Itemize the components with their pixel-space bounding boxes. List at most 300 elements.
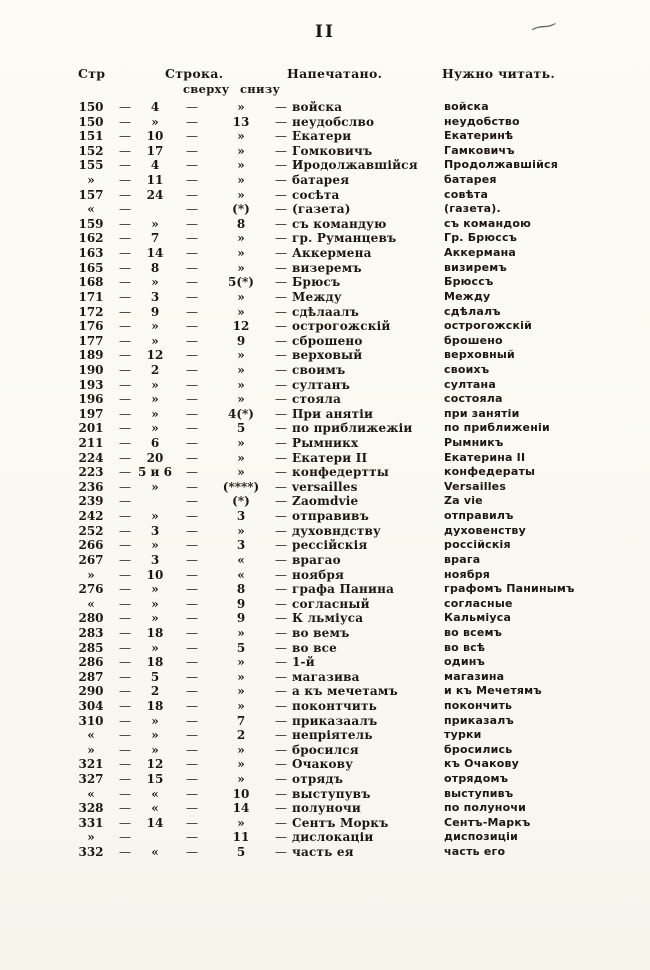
correct-text: согласные	[444, 596, 513, 610]
printed-text: сдѣлаалъ	[292, 304, 360, 319]
errata-row	[0, 115, 650, 130]
dash: —	[186, 246, 198, 261]
page-number: 163	[78, 246, 104, 261]
printed-text: Очакову	[292, 757, 354, 772]
errata-row	[0, 714, 650, 729]
correct-text: войска	[444, 100, 489, 113]
dash: —	[119, 698, 131, 713]
printed-text: сосѣта	[292, 187, 340, 202]
line-from-bottom: 5	[236, 845, 246, 860]
printed-text: гр. Руманцевъ	[292, 231, 397, 246]
line-from-top: 4	[150, 100, 160, 114]
line-from-top: 3	[150, 289, 160, 304]
correct-text: Гамковичъ	[444, 143, 515, 157]
dash: —	[186, 100, 198, 114]
dash: —	[119, 845, 131, 860]
dash: —	[119, 260, 131, 275]
errata-row	[0, 100, 650, 115]
dash: —	[119, 246, 131, 261]
dash: —	[275, 479, 287, 494]
correct-text: магазина	[444, 669, 505, 683]
dash: —	[186, 786, 198, 801]
page-number: 223	[78, 465, 104, 480]
page-number: 211	[78, 436, 104, 451]
dash: —	[186, 582, 198, 597]
correct-text: Между	[444, 289, 491, 303]
correct-text: брошено	[444, 333, 503, 347]
printed-text: врагао	[292, 552, 341, 567]
errata-row	[0, 319, 650, 334]
dash: —	[119, 640, 131, 655]
dash: —	[119, 494, 131, 509]
errata-row	[0, 670, 650, 685]
dash: —	[275, 552, 287, 567]
line-from-bottom: 10	[232, 786, 250, 801]
page-number: «	[87, 202, 95, 217]
page-number: 196	[78, 392, 104, 407]
line-from-top: «	[151, 845, 159, 860]
errata-row	[0, 787, 650, 802]
page-number: 168	[78, 275, 104, 290]
page-number: 176	[78, 319, 104, 334]
line-from-bottom: 9	[236, 611, 246, 626]
correct-text: во всемъ	[444, 625, 503, 639]
dash: —	[186, 377, 198, 392]
dash: —	[119, 742, 131, 757]
correct-text: турки	[444, 728, 482, 742]
page-number: «	[87, 728, 95, 743]
correct-text: врага	[444, 552, 481, 566]
correct-text: по полуночи	[444, 801, 526, 815]
dash: —	[275, 304, 287, 319]
dash: —	[186, 830, 198, 845]
dash: —	[119, 216, 131, 231]
dash: —	[275, 567, 287, 582]
dash: —	[119, 275, 131, 290]
errata-row	[0, 202, 650, 217]
line-from-bottom: 14	[232, 801, 250, 816]
line-from-bottom: »	[237, 100, 245, 114]
dash: —	[275, 260, 287, 275]
errata-row	[0, 524, 650, 539]
dash: —	[275, 231, 287, 246]
line-from-top: 12	[146, 348, 164, 363]
dash: —	[119, 669, 131, 684]
correct-text: острогожскій	[444, 319, 532, 333]
dash: —	[275, 494, 287, 509]
dash: —	[119, 202, 131, 217]
line-from-bottom: »	[237, 815, 245, 830]
column-header-line-from-bottom: снизу	[240, 82, 281, 96]
dash: —	[186, 523, 198, 538]
correct-text: отрядомъ	[444, 772, 509, 786]
dash: —	[119, 625, 131, 640]
dash: —	[275, 669, 287, 684]
correct-text: по приближеніи	[444, 421, 550, 435]
page-number: 267	[78, 552, 104, 567]
dash: —	[275, 406, 287, 421]
line-from-bottom: »	[237, 231, 245, 246]
dash: —	[275, 728, 287, 743]
dash: —	[119, 187, 131, 202]
page-number: 159	[78, 216, 104, 231]
line-from-top	[138, 830, 172, 845]
dash: —	[119, 757, 131, 772]
line-from-bottom: »	[237, 173, 245, 188]
dash: —	[275, 289, 287, 304]
correct-text: покончить	[444, 698, 513, 712]
dash: —	[119, 465, 131, 480]
correct-text: (газета).	[444, 202, 501, 216]
line-from-top: 3	[150, 523, 160, 538]
line-from-bottom: »	[237, 757, 245, 772]
errata-row	[0, 290, 650, 305]
dash: —	[275, 509, 287, 524]
dash: —	[119, 392, 131, 407]
correct-text: одинъ	[444, 655, 486, 669]
page-number: 287	[78, 669, 104, 684]
line-from-bottom: »	[237, 450, 245, 465]
dash: —	[186, 509, 198, 524]
correct-text: султана	[444, 377, 496, 391]
line-from-bottom: 5(*)	[228, 275, 254, 290]
dash: —	[119, 684, 131, 699]
page-number: 155	[78, 158, 104, 173]
dash: —	[275, 845, 287, 860]
line-from-top: 4	[150, 158, 160, 173]
line-from-top: 6	[150, 436, 160, 451]
errata-row	[0, 144, 650, 159]
line-from-top: »	[151, 479, 159, 494]
page-number: 190	[78, 362, 104, 377]
line-from-top: 11	[146, 173, 164, 188]
printed-text: а къ мечетамъ	[292, 684, 398, 699]
page-roman-numeral: II	[315, 22, 335, 42]
correct-text: Рымникъ	[444, 436, 504, 450]
dash: —	[119, 436, 131, 451]
line-from-bottom: 3	[236, 509, 246, 524]
dash: —	[186, 275, 198, 290]
page-number: 252	[78, 523, 104, 538]
line-from-bottom: «	[237, 567, 245, 582]
errata-row	[0, 684, 650, 699]
correct-text: часть его	[444, 845, 506, 859]
page-number: 327	[78, 772, 104, 787]
dash: —	[275, 772, 287, 787]
errata-row	[0, 188, 650, 203]
dash: —	[275, 348, 287, 363]
printed-text: непріятель	[292, 728, 373, 743]
dash: —	[186, 567, 198, 582]
line-from-top: 2	[150, 684, 160, 699]
dash: —	[186, 713, 198, 728]
dash: —	[186, 406, 198, 421]
printed-text: батарея	[292, 173, 350, 188]
dash: —	[119, 801, 131, 816]
dash: —	[186, 698, 198, 713]
printed-text: стояла	[292, 392, 342, 407]
printed-text: конфедертты	[292, 465, 390, 480]
printed-text: Иродолжавшійся	[292, 158, 418, 173]
line-from-bottom: 4(*)	[228, 406, 254, 421]
errata-row	[0, 173, 650, 188]
line-from-bottom: 9	[236, 596, 246, 611]
printed-text: сброшено	[292, 333, 363, 348]
correct-text: приказалъ	[444, 713, 515, 727]
dash: —	[119, 348, 131, 363]
dash: —	[186, 421, 198, 436]
dash: —	[119, 523, 131, 538]
dash: —	[119, 450, 131, 465]
dash: —	[186, 815, 198, 830]
line-from-top: »	[151, 509, 159, 524]
line-from-bottom: »	[237, 362, 245, 377]
dash: —	[275, 333, 287, 348]
dash: —	[275, 596, 287, 611]
dash: —	[186, 143, 198, 158]
line-from-bottom: »	[237, 684, 245, 699]
correct-text: совѣта	[444, 187, 489, 201]
line-from-bottom: 8	[236, 582, 246, 597]
dash: —	[186, 625, 198, 640]
line-from-top: »	[151, 611, 159, 626]
page-number: »	[87, 173, 95, 188]
line-from-bottom: (****)	[222, 479, 260, 494]
line-from-bottom: 8	[236, 216, 246, 231]
page-number: »	[87, 830, 95, 845]
line-from-top: »	[151, 275, 159, 290]
dash: —	[119, 538, 131, 553]
dash: —	[119, 319, 131, 334]
printed-text: согласный	[292, 596, 370, 611]
line-from-bottom: »	[237, 523, 245, 538]
dash: —	[186, 552, 198, 567]
dash: —	[119, 596, 131, 611]
errata-row	[0, 334, 650, 349]
correct-text: бросились	[444, 742, 513, 756]
dash: —	[119, 786, 131, 801]
line-from-top: 18	[146, 655, 164, 670]
dash: —	[275, 713, 287, 728]
dash: —	[275, 801, 287, 816]
page-number: 290	[78, 684, 104, 699]
line-from-top: »	[151, 582, 159, 597]
printed-text: приказаалъ	[292, 713, 378, 728]
dash: —	[275, 421, 287, 436]
correct-text: россійскія	[444, 538, 511, 552]
dash: —	[119, 143, 131, 158]
dash: —	[186, 728, 198, 743]
line-from-bottom: »	[237, 377, 245, 392]
line-from-bottom: 3	[236, 538, 246, 553]
printed-text: Между	[292, 289, 342, 304]
page-number: 304	[78, 698, 104, 713]
dash: —	[275, 786, 287, 801]
printed-text: выступувъ	[292, 786, 371, 801]
page-number: 236	[78, 479, 104, 494]
correct-text: во всѣ	[444, 640, 486, 654]
errata-row	[0, 801, 650, 816]
line-from-top: 18	[146, 698, 164, 713]
line-from-bottom: 5	[236, 640, 246, 655]
line-from-top: »	[151, 596, 159, 611]
dash: —	[186, 596, 198, 611]
printed-text: К льміуса	[292, 611, 364, 626]
page-number: 321	[78, 757, 104, 772]
printed-text: Екатери	[292, 129, 352, 144]
line-from-bottom: 7	[236, 713, 246, 728]
dash: —	[275, 625, 287, 640]
column-header-should-read: Нужно читать.	[442, 66, 556, 81]
dash: —	[275, 187, 287, 202]
printed-text: полуночи	[292, 801, 362, 816]
dash: —	[119, 772, 131, 787]
dash: —	[186, 742, 198, 757]
printed-text: острогожскій	[292, 319, 391, 334]
printed-text: неудобслво	[292, 114, 375, 129]
dash: —	[186, 436, 198, 451]
correct-text: Брюссъ	[444, 275, 494, 289]
page-number: 266	[78, 538, 104, 553]
correct-text: Екатерина II	[444, 450, 526, 464]
errata-row	[0, 480, 650, 495]
line-from-top: «	[151, 801, 159, 816]
page-number: 165	[78, 260, 104, 275]
line-from-bottom: »	[237, 655, 245, 670]
dash: —	[119, 362, 131, 377]
line-from-bottom: »	[237, 669, 245, 684]
errata-row	[0, 553, 650, 568]
line-from-top	[138, 202, 172, 217]
page-number: 201	[78, 421, 104, 436]
line-from-top: 7	[150, 231, 160, 246]
printed-text: Рымникх	[292, 436, 359, 451]
printed-text: султанъ	[292, 377, 351, 392]
errata-row	[0, 407, 650, 422]
correct-text: Za vie	[444, 494, 483, 508]
dash: —	[275, 698, 287, 713]
line-from-bottom: »	[237, 348, 245, 363]
page-number: 162	[78, 231, 104, 246]
dash: —	[275, 202, 287, 217]
dash: —	[119, 129, 131, 144]
line-from-top: «	[151, 786, 159, 801]
dash: —	[186, 392, 198, 407]
errata-row	[0, 451, 650, 466]
errata-row	[0, 699, 650, 714]
line-from-bottom: »	[237, 625, 245, 640]
dash: —	[186, 669, 198, 684]
dash: —	[186, 465, 198, 480]
errata-row	[0, 378, 650, 393]
line-from-top: »	[151, 538, 159, 553]
line-from-bottom: 11	[232, 830, 250, 845]
printed-text: во вемъ	[292, 625, 350, 640]
dash: —	[186, 757, 198, 772]
dash: —	[186, 362, 198, 377]
errata-row	[0, 261, 650, 276]
line-from-top: »	[151, 406, 159, 421]
page-number: 224	[78, 450, 104, 465]
errata-table	[0, 100, 650, 860]
printed-text: Екатери II	[292, 450, 368, 465]
page-number: 332	[78, 845, 104, 860]
dash: —	[275, 275, 287, 290]
dash: —	[186, 289, 198, 304]
dash: —	[119, 552, 131, 567]
errata-row	[0, 231, 650, 246]
printed-text: Брюсъ	[292, 275, 341, 290]
page-number: 189	[78, 348, 104, 363]
dash: —	[119, 377, 131, 392]
dash: —	[275, 538, 287, 553]
line-from-bottom: 13	[232, 114, 250, 129]
column-header-printed: Напечатано.	[287, 66, 383, 81]
dash: —	[275, 684, 287, 699]
errata-row	[0, 743, 650, 758]
line-from-bottom: »	[237, 260, 245, 275]
dash: —	[119, 421, 131, 436]
dash: —	[119, 100, 131, 114]
line-from-bottom: »	[237, 436, 245, 451]
correct-text: отправилъ	[444, 509, 514, 523]
page-number: »	[87, 567, 95, 582]
dash: —	[275, 362, 287, 377]
errata-row	[0, 305, 650, 320]
dash: —	[186, 538, 198, 553]
dash: —	[275, 216, 287, 231]
dash: —	[119, 289, 131, 304]
page-number: 331	[78, 815, 104, 830]
column-header-line-from-top: сверху	[183, 82, 230, 96]
correct-text: съ командою	[444, 216, 531, 230]
dash: —	[275, 450, 287, 465]
line-from-top: »	[151, 728, 159, 743]
line-from-bottom: 9	[236, 333, 246, 348]
correct-text: ноября	[444, 567, 491, 581]
errata-row	[0, 772, 650, 787]
line-from-bottom: »	[237, 187, 245, 202]
page-number: 197	[78, 406, 104, 421]
errata-row	[0, 348, 650, 363]
page-number: 283	[78, 625, 104, 640]
errata-row	[0, 582, 650, 597]
printed-text: рессійскія	[292, 538, 368, 553]
page-number: 239	[78, 494, 104, 509]
dash: —	[186, 260, 198, 275]
dash: —	[119, 582, 131, 597]
errata-row	[0, 392, 650, 407]
errata-row	[0, 816, 650, 831]
errata-row	[0, 465, 650, 480]
line-from-bottom: »	[237, 246, 245, 261]
dash: —	[119, 567, 131, 582]
page-number: 157	[78, 187, 104, 202]
correct-text: Продолжавшійся	[444, 158, 559, 172]
line-from-bottom: »	[237, 289, 245, 304]
dash: —	[275, 640, 287, 655]
dash: —	[275, 436, 287, 451]
line-from-top: 15	[146, 772, 164, 787]
line-from-top: 12	[146, 757, 164, 772]
line-from-bottom: »	[237, 304, 245, 319]
dash: —	[275, 392, 287, 407]
printed-text: часть ея	[292, 845, 354, 860]
correct-text: къ Очакову	[444, 757, 520, 771]
line-from-top: 17	[146, 143, 164, 158]
dash: —	[186, 319, 198, 334]
errata-row	[0, 129, 650, 144]
